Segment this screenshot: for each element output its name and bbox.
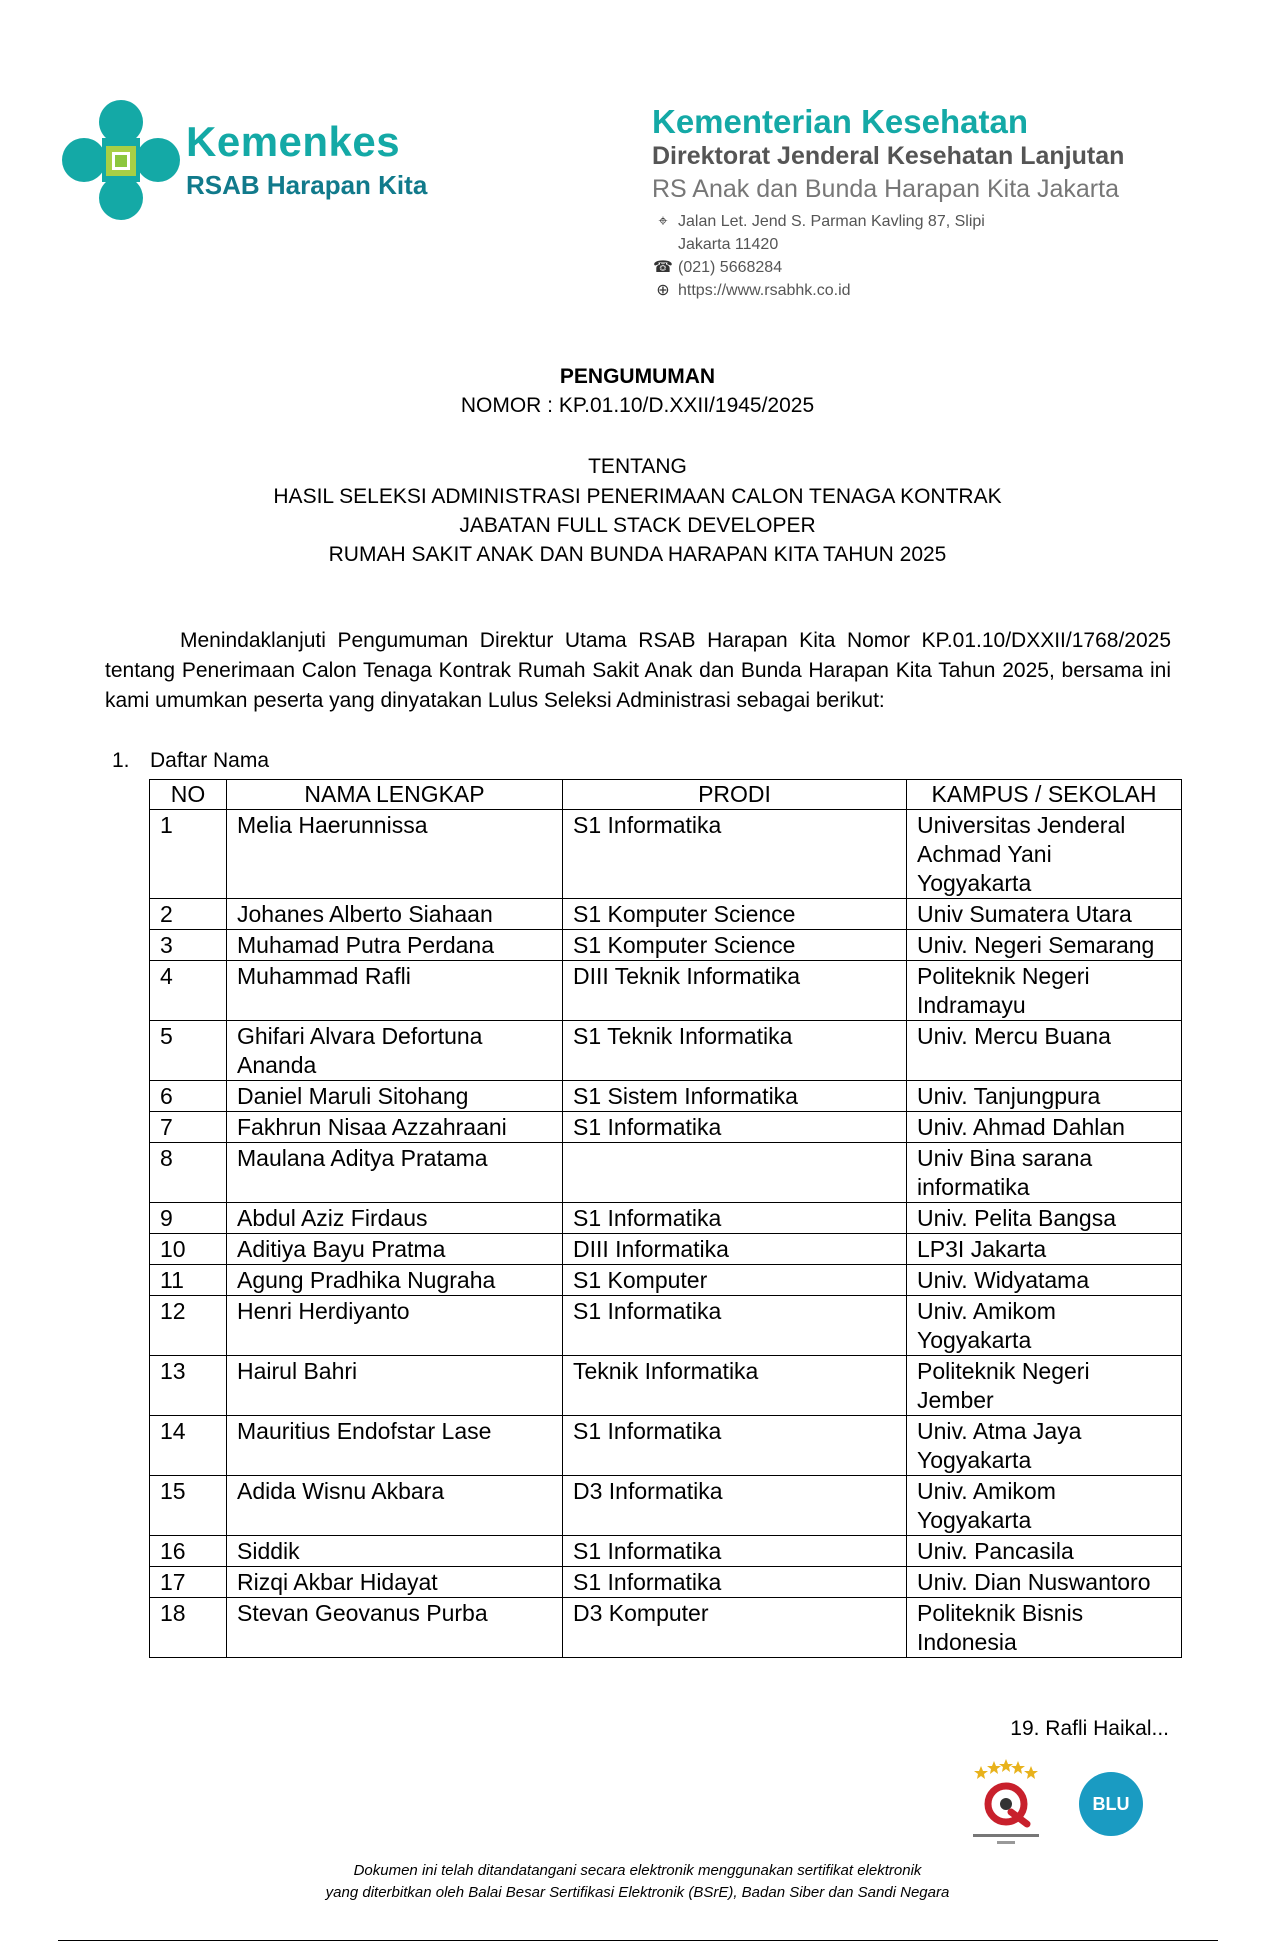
cell-prodi: S1 Komputer Science [563, 899, 907, 930]
table-row [150, 1021, 1182, 1081]
cell-name: Henri Herdiyanto [227, 1296, 563, 1356]
location-icon: ⌖ [658, 213, 668, 230]
cell-prodi [563, 1143, 907, 1203]
cell-no: 17 [150, 1567, 227, 1598]
cell-campus: Univ Sumatera Utara [907, 899, 1182, 930]
cell-no: 11 [150, 1265, 227, 1296]
cell-name: Fakhrun Nisaa Azzahraani [227, 1112, 563, 1143]
logo-name: Kemenkes [186, 118, 401, 165]
cell-prodi: S1 Informatika [563, 1416, 907, 1476]
table-row [150, 1356, 1182, 1416]
cell-no: 16 [150, 1536, 227, 1567]
cell-campus: Univ. Mercu Buana [907, 1021, 1182, 1081]
cell-campus: Univ. Atma Jaya Yogyakarta [907, 1416, 1182, 1476]
cell-no: 10 [150, 1234, 227, 1265]
continuation-text: 19. Rafli Haikal... [1010, 1717, 1169, 1740]
address-1: Jalan Let. Jend S. Parman Kavling 87, Slipi [678, 213, 985, 230]
letterhead [652, 104, 1124, 302]
cell-prodi: S1 Informatika [563, 1536, 907, 1567]
cell-campus: Politeknik Bisnis Indonesia [907, 1598, 1182, 1658]
about-label: TENTANG [588, 455, 687, 478]
cell-no: 3 [150, 930, 227, 961]
subject-line-3: RUMAH SAKIT ANAK DAN BUNDA HARAPAN KITA TAHUN 2025 [328, 543, 947, 566]
cell-prodi: S1 Komputer [563, 1265, 907, 1296]
cell-no: 2 [150, 899, 227, 930]
address-line [652, 210, 1124, 256]
cell-no: 4 [150, 961, 227, 1021]
cell-prodi: Teknik Informatika [563, 1356, 907, 1416]
cell-name: Adida Wisnu Akbara [227, 1476, 563, 1536]
cell-name: Agung Pradhika Nugraha [227, 1265, 563, 1296]
ministry-name: Kementerian Kesehatan [652, 103, 1028, 140]
globe-icon: ⊕ [656, 282, 670, 299]
column-header-campus: KAMPUS / SEKOLAH [907, 780, 1182, 810]
table-row [150, 1416, 1182, 1476]
cell-prodi: DIII Informatika [563, 1234, 907, 1265]
cell-no: 14 [150, 1416, 227, 1476]
cell-name: Daniel Maruli Sitohang [227, 1081, 563, 1112]
intro-paragraph: Menindaklanjuti Pengumuman Direktur Utama RSAB Harapan Kita Nomor KP.01.10/DXXII/1768/2025 tentang Penerimaan Calon Tenaga Kontrak Rumah Sakit Anak dan Bunda Harapan Kita Tahun 2025, bersama ini kami umumkan peserta yang dinyatakan Lulus Seleksi Administrasi sebagai berikut: [105, 629, 1171, 712]
cell-name: Maulana Aditya Pratama [227, 1143, 563, 1203]
cell-campus: Univ. Tanjungpura [907, 1081, 1182, 1112]
cell-campus: Univ Bina sarana informatika [907, 1143, 1182, 1203]
cell-campus: Univ. Negeri Semarang [907, 930, 1182, 961]
signature-note-line-2: yang diterbitkan oleh Balai Besar Sertifikasi Elektronik (BSrE), Badan Siber dan Sandi Negara [325, 1884, 950, 1901]
cell-no: 8 [150, 1143, 227, 1203]
phone-line [652, 256, 1124, 279]
website-line [652, 279, 1124, 302]
cell-name: Siddik [227, 1536, 563, 1567]
table-row [150, 1296, 1182, 1356]
cell-no: 13 [150, 1356, 227, 1416]
cell-campus: Universitas Jenderal Achmad Yani Yogyakarta [907, 810, 1182, 899]
cell-prodi: DIII Teknik Informatika [563, 961, 907, 1021]
column-header-no: NO [150, 780, 227, 810]
table-row [150, 930, 1182, 961]
cell-prodi: S1 Informatika [563, 810, 907, 899]
table-header-row [150, 780, 1182, 810]
cell-campus: Univ. Widyatama [907, 1265, 1182, 1296]
cell-no: 12 [150, 1296, 227, 1356]
subject-line-2: JABATAN FULL STACK DEVELOPER [459, 514, 816, 537]
cell-prodi: D3 Komputer [563, 1598, 907, 1658]
cell-prodi: S1 Sistem Informatika [563, 1081, 907, 1112]
table-row [150, 1234, 1182, 1265]
cell-no: 6 [150, 1081, 227, 1112]
table-row [150, 1598, 1182, 1658]
cell-name: Abdul Aziz Firdaus [227, 1203, 563, 1234]
table-row [150, 1567, 1182, 1598]
cell-name: Aditiya Bayu Pratma [227, 1234, 563, 1265]
cell-campus: Univ. Pancasila [907, 1536, 1182, 1567]
hospital-name: RS Anak dan Bunda Harapan Kita Jakarta [652, 175, 1119, 203]
cell-prodi: S1 Komputer Science [563, 930, 907, 961]
table-row [150, 1081, 1182, 1112]
cell-name: Melia Haerunnissa [227, 810, 563, 899]
cell-campus: Univ. Amikom Yogyakarta [907, 1296, 1182, 1356]
address-2: Jakarta 11420 [678, 236, 779, 253]
table-row [150, 961, 1182, 1021]
directorate-name: Direktorat Jenderal Kesehatan Lanjutan [652, 142, 1125, 170]
table-row [150, 1143, 1182, 1203]
kemenkes-logo-icon [62, 98, 180, 222]
table-row [150, 1265, 1182, 1296]
cell-no: 15 [150, 1476, 227, 1536]
cell-name: Rizqi Akbar Hidayat [227, 1567, 563, 1598]
cell-name: Muhamad Putra Perdana [227, 930, 563, 961]
announcement-number: NOMOR : KP.01.10/D.XXII/1945/2025 [460, 394, 815, 417]
cell-no: 18 [150, 1598, 227, 1658]
phone-icon: ☎ [653, 259, 673, 276]
cell-prodi: S1 Informatika [563, 1203, 907, 1234]
kars-accreditation-logo [967, 1758, 1045, 1848]
signature-note-line-1: Dokumen ini telah ditandatangani secara elektronik menggunakan sertifikat elektronik [353, 1862, 922, 1879]
cell-no: 7 [150, 1112, 227, 1143]
cell-no: 1 [150, 810, 227, 899]
cell-campus: Univ. Dian Nuswantoro [907, 1567, 1182, 1598]
cell-campus: Politeknik Negeri Indramayu [907, 961, 1182, 1021]
column-header-name: NAMA LENGKAP [227, 780, 563, 810]
logo-subtitle: RSAB Harapan Kita [186, 170, 428, 200]
table-row [150, 810, 1182, 899]
participant-table [149, 779, 1182, 1658]
cell-campus: Univ. Pelita Bangsa [907, 1203, 1182, 1234]
signature-note [0, 1860, 1275, 1904]
cell-name: Ghifari Alvara Defortuna Ananda [227, 1021, 563, 1081]
table-row [150, 1476, 1182, 1536]
cell-no: 5 [150, 1021, 227, 1081]
bottom-divider [58, 1940, 1218, 1941]
table-row [150, 1112, 1182, 1143]
cell-campus: LP3I Jakarta [907, 1234, 1182, 1265]
cell-name: Mauritius Endofstar Lase [227, 1416, 563, 1476]
table-row [150, 1203, 1182, 1234]
phone-number: (021) 5668284 [678, 259, 783, 276]
subject-line-1: HASIL SELEKSI ADMINISTRASI PENERIMAAN CALON TENAGA KONTRAK [273, 485, 1002, 508]
cell-campus: Politeknik Negeri Jember [907, 1356, 1182, 1416]
table-row [150, 1536, 1182, 1567]
website-link[interactable]: https://www.rsabhk.co.id [678, 282, 851, 299]
cell-name: Hairul Bahri [227, 1356, 563, 1416]
cell-prodi: S1 Informatika [563, 1296, 907, 1356]
cell-prodi: S1 Informatika [563, 1567, 907, 1598]
cell-name: Muhammad Rafli [227, 961, 563, 1021]
cell-name: Stevan Geovanus Purba [227, 1598, 563, 1658]
column-header-prodi: PRODI [563, 780, 907, 810]
cell-prodi: D3 Informatika [563, 1476, 907, 1536]
cell-campus: Univ. Ahmad Dahlan [907, 1112, 1182, 1143]
announcement-heading: PENGUMUMAN [559, 365, 716, 388]
cell-prodi: S1 Teknik Informatika [563, 1021, 907, 1081]
list-heading: 1. Daftar Nama [112, 749, 270, 772]
cell-no: 9 [150, 1203, 227, 1234]
cell-campus: Univ. Amikom Yogyakarta [907, 1476, 1182, 1536]
blu-logo: BLU [1079, 1772, 1143, 1836]
cell-name: Johanes Alberto Siahaan [227, 899, 563, 930]
table-row [150, 899, 1182, 930]
cell-prodi: S1 Informatika [563, 1112, 907, 1143]
